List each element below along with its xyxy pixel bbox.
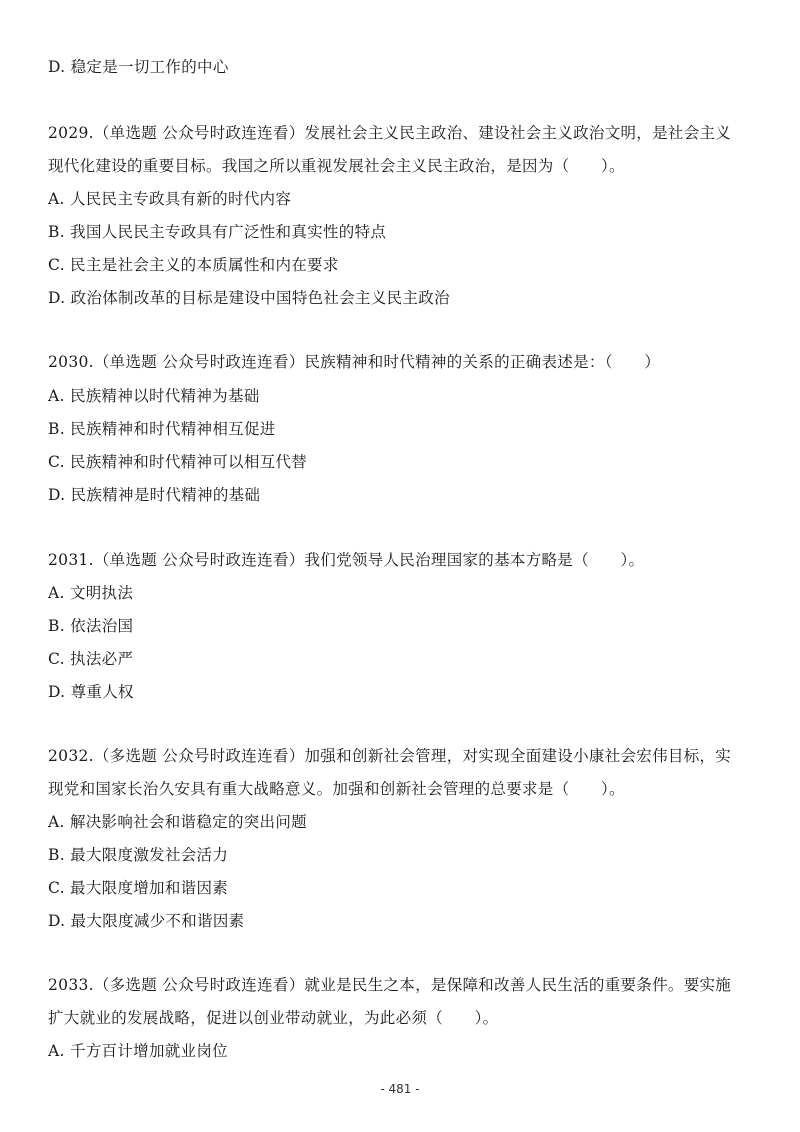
- question-2033-stem-line1: 2033.（多选题 公众号时政连连看）就业是民生之本，是保障和改善人民生活的重要条件。要实施: [48, 976, 732, 994]
- question-2031-option-c: C. 执法必严: [48, 650, 134, 668]
- question-2032-option-c: C. 最大限度增加和谐因素: [48, 879, 229, 897]
- question-2029-option-c: C. 民主是社会主义的本质属性和内在要求: [48, 256, 339, 274]
- question-2029-option-b: B. 我国人民民主专政具有广泛性和真实性的特点: [48, 223, 387, 241]
- question-2030-option-d: D. 民族精神是时代精神的基础: [48, 486, 261, 504]
- question-2032-option-b: B. 最大限度激发社会活力: [48, 846, 229, 864]
- question-2030-option-b: B. 民族精神和时代精神相互促进: [48, 420, 276, 438]
- page-number: - 481 -: [380, 1082, 420, 1096]
- question-2031-stem: 2031.（单选题 公众号时政连连看）我们党领导人民治理国家的基本方略是（ ）。: [48, 551, 645, 569]
- question-2032-stem-line1: 2032.（多选题 公众号时政连连看）加强和创新社会管理，对实现全面建设小康社会宏伟目标，实: [48, 747, 732, 765]
- question-2032-option-d: D. 最大限度减少不和谐因素: [48, 912, 245, 930]
- question-2030-option-a: A. 民族精神以时代精神为基础: [48, 387, 260, 405]
- question-2032-stem-line2: 现党和国家长治久安具有重大战略意义。加强和创新社会管理的总要求是（ ）。: [48, 780, 625, 798]
- question-2033-option-a: A. 千方百计增加就业岗位: [48, 1042, 228, 1060]
- question-2030-option-c: C. 民族精神和时代精神可以相互代替: [48, 453, 308, 471]
- question-2029-stem-line1: 2029.（单选题 公众号时政连连看）发展社会主义民主政治、建设社会主义政治文明，是社会主义: [48, 124, 732, 142]
- question-2032-option-a: A. 解决影响社会和谐稳定的突出问题: [48, 813, 307, 831]
- question-2029-option-d: D. 政治体制改革的目标是建设中国特色社会主义民主政治: [48, 289, 450, 307]
- question-2031-option-a: A. 文明执法: [48, 584, 134, 602]
- question-2029-stem-line2: 现代化建设的重要目标。我国之所以重视发展社会主义民主政治，是因为（ ）。: [48, 157, 625, 175]
- question-2030-stem: 2030.（单选题 公众号时政连连看）民族精神和时代精神的关系的正确表述是：（ ）: [48, 353, 661, 371]
- question-2031-option-b: B. 依法治国: [48, 617, 134, 635]
- option-d-prev: D. 稳定是一切工作的中心: [48, 58, 229, 76]
- question-2029-option-a: A. 人民民主专政具有新的时代内容: [48, 190, 292, 208]
- question-2031-option-d: D. 尊重人权: [48, 683, 134, 701]
- question-2033-stem-line2: 扩大就业的发展战略，促进以创业带动就业，为此必须（ ）。: [48, 1009, 499, 1027]
